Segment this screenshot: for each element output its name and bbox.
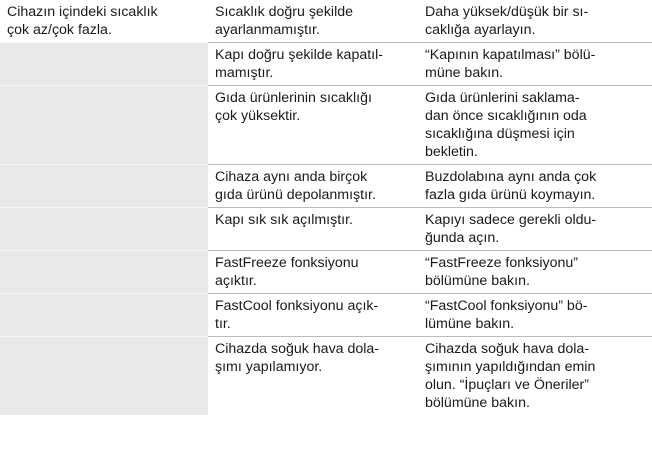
problem-cell [0, 43, 208, 86]
solution-text: “FastFreeze fonksiyonu” bölümüne bakın. [425, 255, 578, 289]
solution-text: Gıda ürünlerini saklama- dan önce sıcaklığının oda sıcaklığına düşmesi için bekletin. [425, 90, 587, 160]
cause-text: Cihazda soğuk hava dola- şımı yapılamıyor. [215, 341, 380, 375]
problem-cell [0, 294, 208, 337]
cause-cell [208, 86, 418, 165]
solution-cell [418, 251, 652, 294]
solution-cell [418, 165, 652, 208]
table-row [0, 208, 652, 251]
cause-cell [208, 0, 418, 43]
cause-text: Kapı doğru şekilde kapatıl- mamıştır. [215, 47, 383, 81]
cause-cell [208, 337, 418, 416]
cause-text: Sıcaklık doğru şekilde ayarlanmamıştır. [215, 4, 354, 38]
cause-cell [208, 208, 418, 251]
table-row [0, 43, 652, 86]
cause-text: Kapı sık sık açılmıştır. [215, 212, 353, 228]
solution-text: “FastCool fonksiyonu” bö- lümüne bakın. [425, 298, 588, 332]
table-row [0, 86, 652, 165]
problem-cell [0, 337, 208, 416]
problem-cell [0, 86, 208, 165]
cause-text: Gıda ürünlerinin sıcaklığı çok yüksektir. [215, 90, 372, 124]
problem-text: Cihazın içindeki sıcaklık çok az/çok fazla. [7, 4, 158, 38]
cause-text: FastFreeze fonksiyonu açıktır. [215, 255, 359, 289]
solution-cell [418, 294, 652, 337]
solution-cell [418, 337, 652, 416]
cause-cell [208, 165, 418, 208]
problem-cell [0, 165, 208, 208]
solution-cell [418, 43, 652, 86]
cause-cell [208, 251, 418, 294]
solution-cell [418, 0, 652, 43]
table-row [0, 251, 652, 294]
table-row [0, 165, 652, 208]
solution-text: Daha yüksek/düşük bir sı- caklığa ayarlayın. [425, 4, 589, 38]
cause-text: Cihaza aynı anda birçok gıda ürünü depolanmıştır. [215, 169, 376, 203]
problem-cell [0, 0, 208, 43]
solution-text: Kapıyı sadece gerekli oldu- ğunda açın. [425, 212, 597, 246]
solution-text: “Kapının kapatılması” bölü- müne bakın. [425, 47, 596, 81]
cause-cell [208, 294, 418, 337]
table-row [0, 337, 652, 416]
solution-cell [418, 86, 652, 165]
problem-cell [0, 251, 208, 294]
table-row [0, 294, 652, 337]
solution-cell [418, 208, 652, 251]
solution-text: Cihazda soğuk hava dola- şımının yapıldığından emin olun. “İpuçları ve Öneriler” bölümüne bakın. [425, 341, 596, 411]
cause-cell [208, 43, 418, 86]
problem-cell [0, 208, 208, 251]
solution-text: Buzdolabına aynı anda çok fazla gıda ürünü koymayın. [425, 169, 597, 203]
cause-text: FastCool fonksiyonu açık- tır. [215, 298, 379, 332]
table-row [0, 0, 652, 43]
